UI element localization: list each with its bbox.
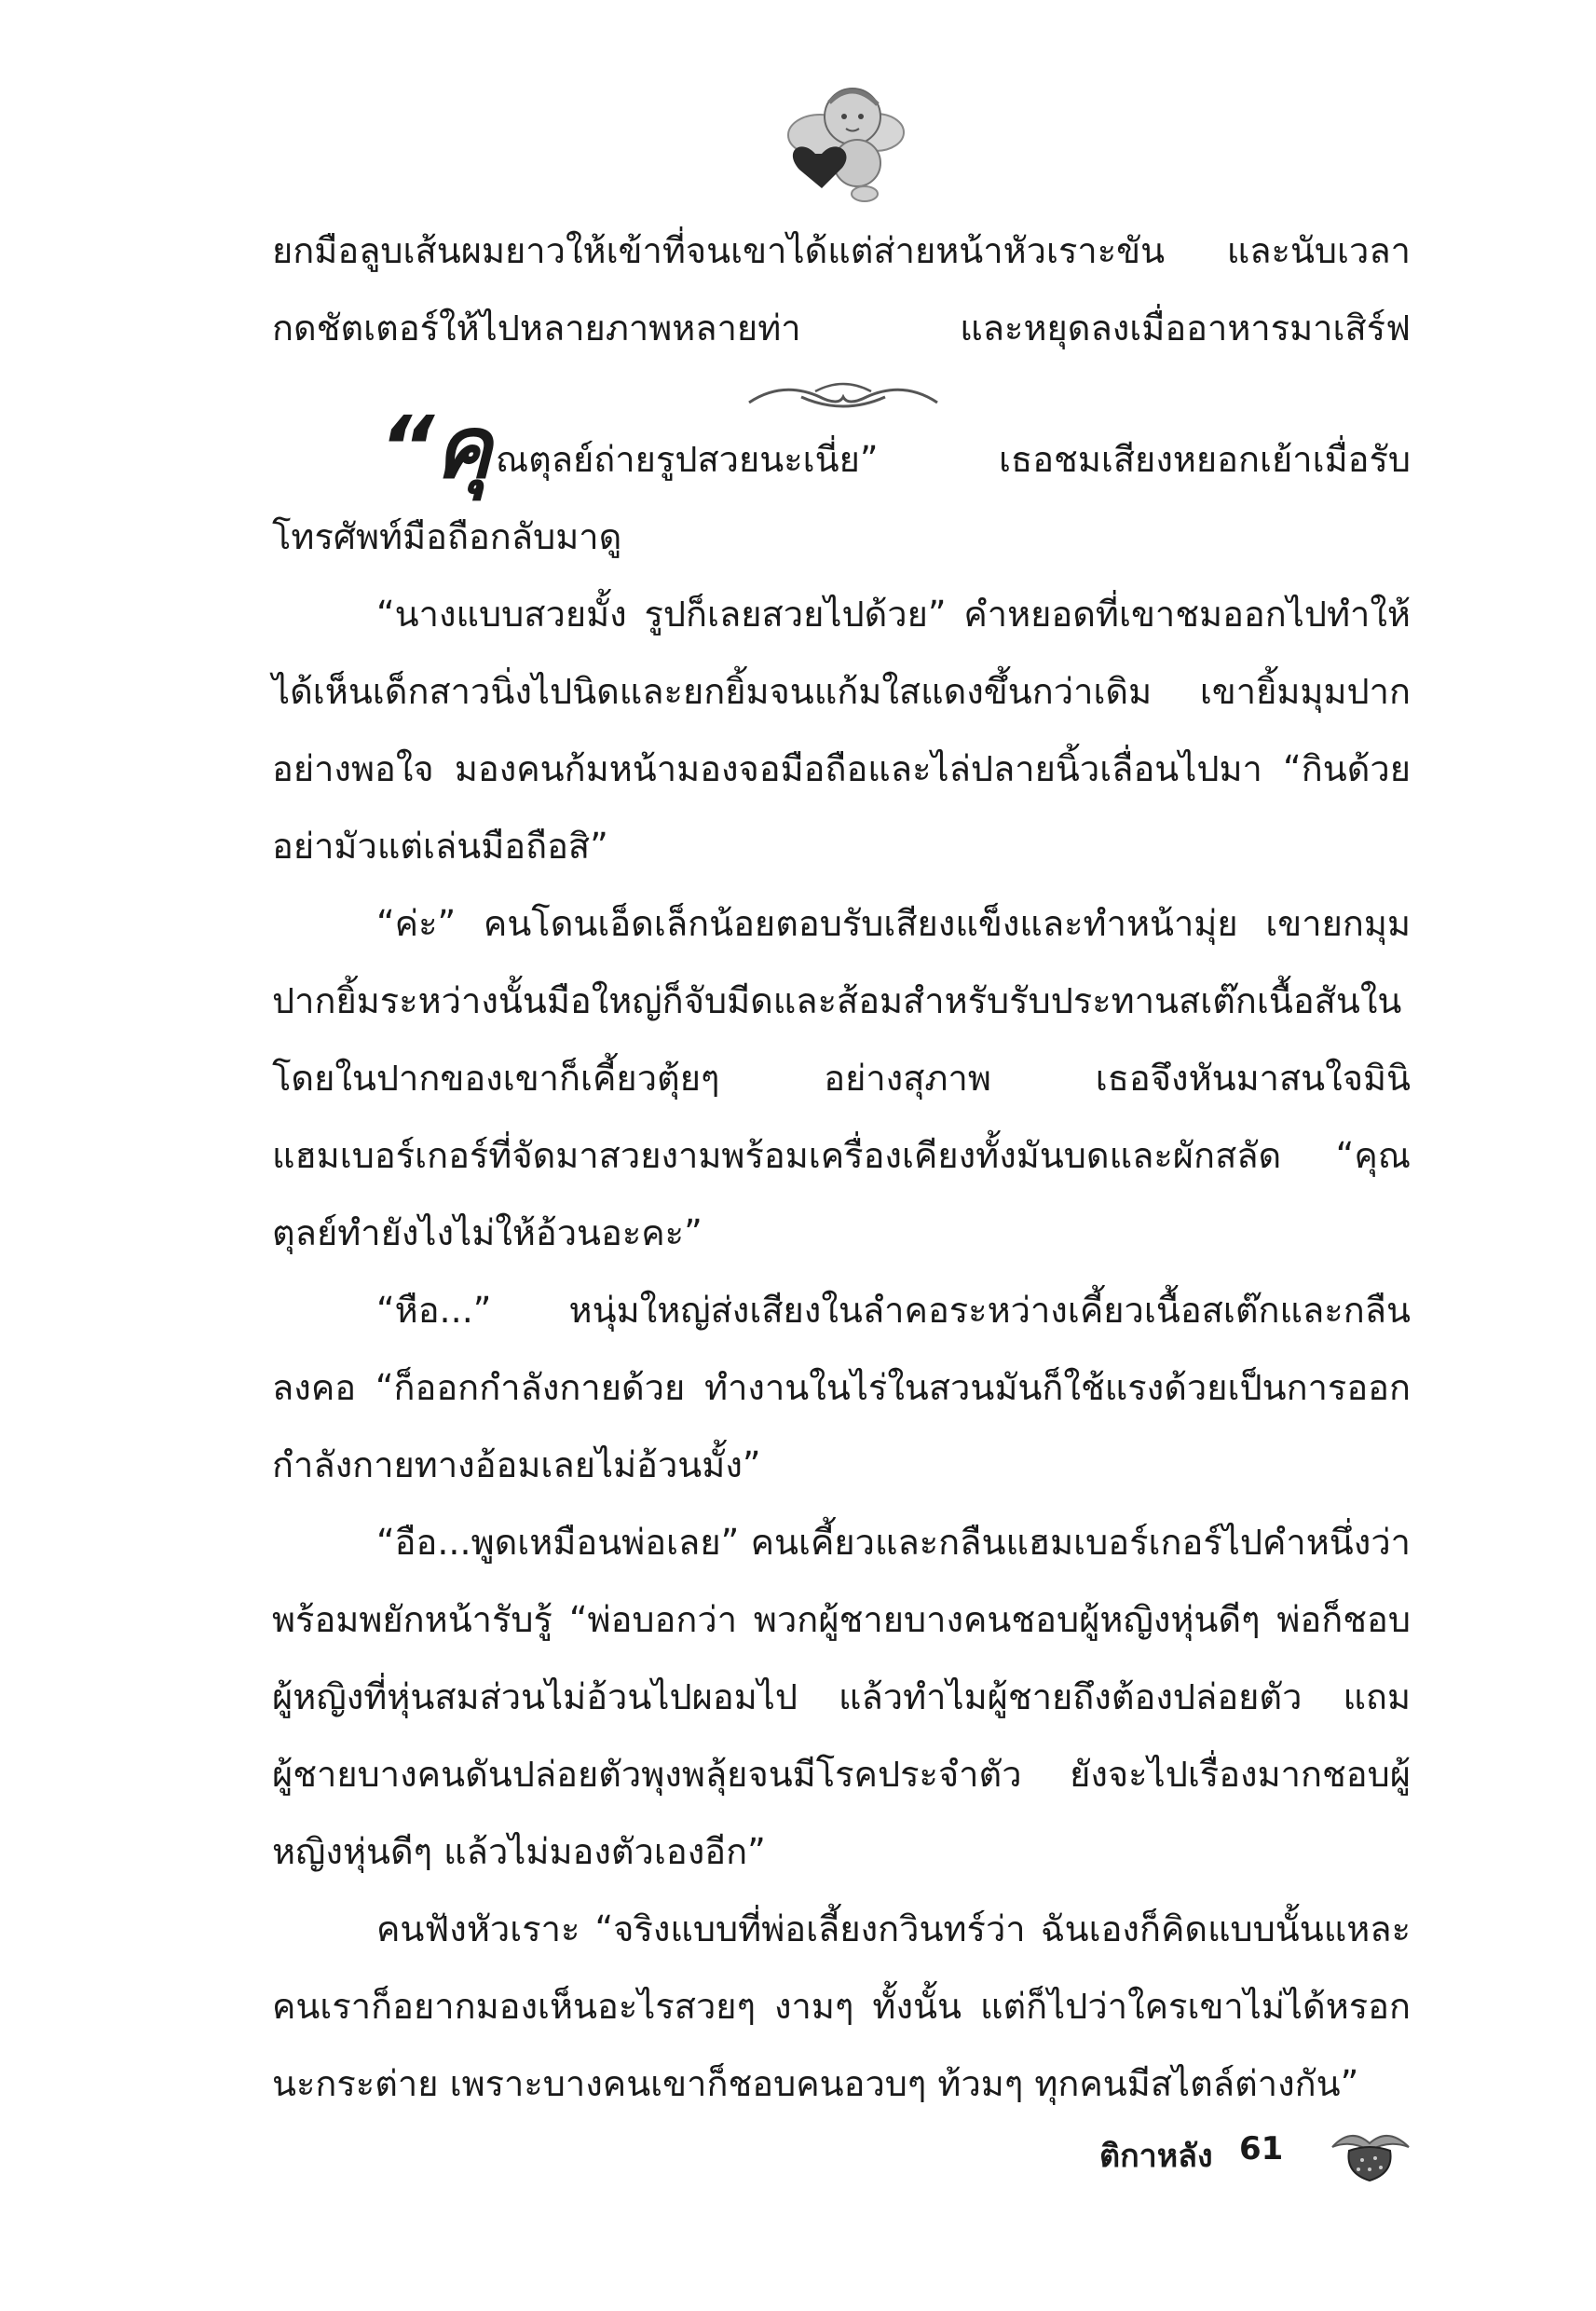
paragraph: “ค่ะ” คนโดนเอ็ดเล็กน้อยตอบรับเสียงแข็งและทำหน้ามุ่ย เขายกมุมปากยิ้มระหว่างนั้นมือใหญ่ก็จับมีดและส้อมสำหรับรับประทานสเต๊กเนื้อสันใน โดยในปากของเขาก็เคี้ยวตุ้ยๆ อย่างสุภาพ เธอจึงหันมาสนใจมินิแฮมเบอร์เกอร์ที่จัดมาสวยงามพร้อมเครื่องเคียงทั้งมันบดและผักสลัด “คุณตุลย์ทำยังไงไม่ให้อ้วนอะคะ” <box>272 903 1411 1253</box>
opening-line: ยกมือลูบเส้นผมยาวให้เข้าที่จนเขาได้แต่ส่ายหน้าหัวเราะขัน และนับเวลา <box>272 230 1411 271</box>
drop-cap: “คุ <box>379 398 492 498</box>
paragraph: “นางแบบสวยมั้ง รูปก็เลยสวยไปด้วย” คำหยอดที่เขาชมออกไปทำให้ได้เห็นเด็กสาวนิ่งไปนิดและยกยิ้มจนแก้มใสแดงขึ้นกว่าเดิม เขายิ้มมุมปากอย่างพอใจ มองคนก้มหน้ามองจอมือถือและไล่ปลายนิ้วเลื่อนไปมา “กินด้วย อย่ามัวแต่เล่นมือถือสิ” <box>272 594 1411 867</box>
chapter-text <box>272 398 1411 2123</box>
paragraph: “หือ...” หนุ่มใหญ่ส่งเสียงในลำคอระหว่างเคี้ยวเนื้อสเต๊กและกลืนลงคอ “ก็ออกกำลังกายด้วย ทำงานในไร่ในสวนมันก็ใช้แรงด้วยเป็นการออกกำลังกายทางอ้อมเลยไม่อ้วนมั้ง” <box>272 1290 1411 1485</box>
chapter-first-paragraph <box>272 398 1411 576</box>
chapter-first-paragraph-text: ณตุลย์ถ่ายรูปสวยนะเนี่ย” เธอชมเสียงหยอกเย้าเมื่อรับโทรศัพท์มือถือกลับมาดู <box>272 439 1411 557</box>
book-title: ติกาหลัง <box>1099 2138 1213 2175</box>
cupid-with-heart-icon <box>764 65 913 205</box>
flourish-divider-icon <box>745 375 941 419</box>
strawberry-icon <box>1323 2119 1416 2184</box>
opening-line: กดชัตเตอร์ให้ไปหลายภาพหลายท่า และหยุดลงเมื่ออาหารมาเสิร์ฟ <box>272 308 1411 349</box>
opening-text <box>272 212 1411 367</box>
page-footer <box>1099 2119 1491 2184</box>
page-number: 61 <box>1239 2130 1284 2167</box>
paragraph: คนฟังหัวเราะ “จริงแบบที่พ่อเลี้ยงกวินทร์ว่า ฉันเองก็คิดแบบนั้นแหละ คนเราก็อยากมองเห็นอะไรสวยๆ งามๆ ทั้งนั้น แต่ก็ไปว่าใครเขาไม่ได้หรอกนะกระต่าย เพราะบางคนเขาก็ชอบคนอวบๆ ท้วมๆ ทุกคนมีสไตล์ต่างกัน” <box>272 1908 1411 2104</box>
paragraph: “อือ...พูดเหมือนพ่อเลย” คนเคี้ยวและกลืนแฮมเบอร์เกอร์ไปคำหนึ่งว่าพร้อมพยักหน้ารับรู้ “พ่อบอกว่า พวกผู้ชายบางคนชอบผู้หญิงหุ่นดีๆ พ่อก็ชอบผู้หญิงที่หุ่นสมส่วนไม่อ้วนไปผอมไป แล้วทำไมผู้ชายถึงต้องปล่อยตัว แถมผู้ชายบางคนดันปล่อยตัวพุงพลุ้ยจนมีโรคประจำตัว ยังจะไปเรื่องมากชอบผู้หญิงหุ่นดีๆ แล้วไม่มองตัวเองอีก” <box>272 1522 1411 1872</box>
